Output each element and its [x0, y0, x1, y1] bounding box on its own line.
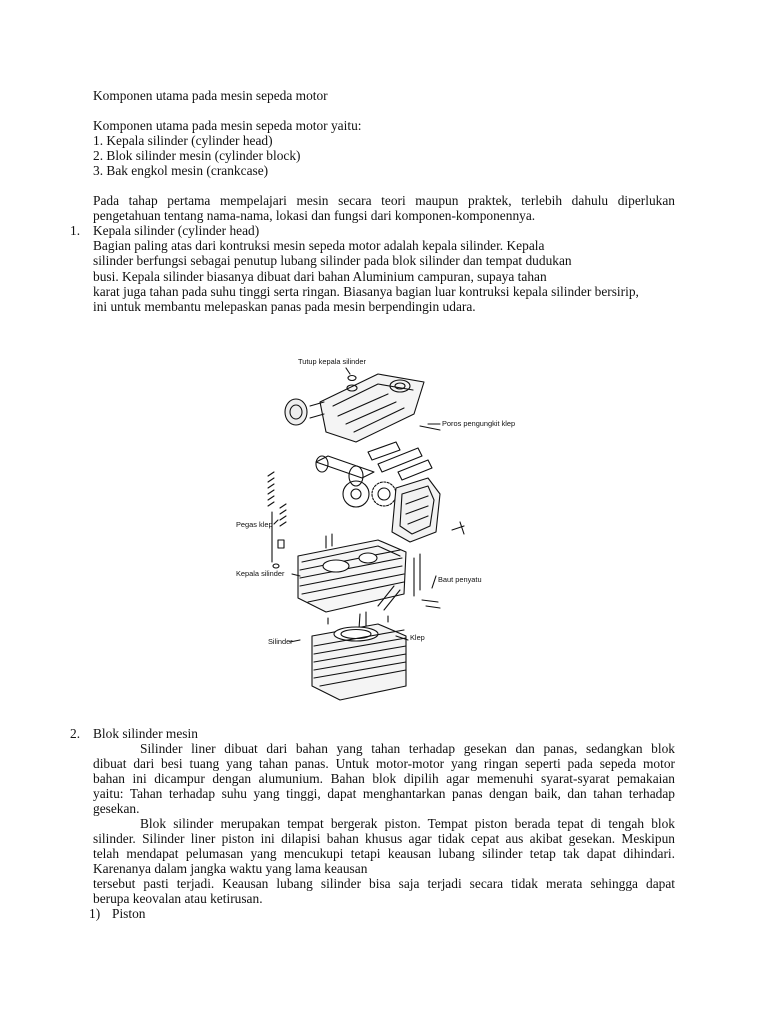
- label-silinder: Silinder: [268, 637, 293, 646]
- intro-item-1: 1. Kepala silinder (cylinder head): [93, 133, 273, 148]
- label-kepala-silinder: Kepala silinder: [236, 569, 285, 578]
- label-poros-pengungkit-klep: Poros pengungkit klep: [442, 419, 516, 428]
- section2-p2-line-4: Karenanya dalam jangka waktu yang lama keausan: [93, 861, 368, 876]
- intro-item-3: 3. Bak engkol mesin (crankcase): [93, 163, 269, 178]
- engine-exploded-diagram: [228, 344, 518, 706]
- section2-p1-line-2: dibuat dari besi tuang yang tahan panas. Untuk motor-motor yang ringan seperti pada sepeda motor: [93, 756, 675, 771]
- label-pegas-klep: Pegas klep: [236, 520, 273, 529]
- section1-line-3: busi. Kepala silinder biasanya dibuat dari bahan Aluminium campuran, supaya tahan: [93, 269, 547, 284]
- section2-p2-line-2: silinder. Silinder liner piston ini dilapisi bahan khusus agar tidak cepat aus akibat gesekan. Meskipun: [93, 831, 675, 846]
- section2-p2-line-6: berupa keovalan atau ketirusan.: [93, 891, 263, 906]
- document-title: Komponen utama pada mesin sepeda motor: [93, 88, 328, 103]
- label-tutup-kepala-silinder: Tutup kepala silinder: [298, 357, 366, 366]
- section2-number: 2.: [70, 726, 81, 741]
- section1-number: 1.: [70, 223, 81, 238]
- section2-p2-line-3: telah mendapat pelumasan yang mencukupi tetapi keausan lubang silinder tetap tak dapat dihindari.: [93, 846, 675, 861]
- section1-line-2: silinder berfungsi sebagai penutup lubang silinder pada blok silinder dan tempat dudukan: [93, 253, 572, 268]
- subitem-piston: Piston: [112, 906, 146, 921]
- section2-p1-line-5: gesekan.: [93, 801, 140, 816]
- section2-p1-line-1: Silinder liner dibuat dari bahan yang tahan terhadap gesekan dan panas, sedangkan blok: [140, 741, 675, 756]
- section2-p2-line-1: Blok silinder merupakan tempat bergerak piston. Tempat piston berada tepat di tengah blok: [140, 816, 675, 831]
- section2-p2-line-5: tersebut pasti terjadi. Keausan lubang silinder bisa saja terjadi secara tidak merata sehingga dapat: [93, 876, 675, 891]
- section2-p1-line-4: yaitu: Tahan terhadap suhu yang tinggi, dapat menghantarkan panas dengan baik, dan tahan terhadap: [93, 786, 675, 801]
- intro-item-2: 2. Blok silinder mesin (cylinder block): [93, 148, 301, 163]
- engine-diagram-svg: [228, 344, 518, 706]
- section1-line-4: karat juga tahan pada suhu tinggi serta ringan. Biasanya bagian luar kontruksi kepala silinder bersirip,: [93, 284, 639, 299]
- paragraph1-line1: Pada tahap pertama mempelajari mesin secara teori maupun praktek, terlebih dahulu diperlukan: [93, 193, 675, 208]
- subitem-number: 1): [89, 906, 101, 921]
- section1-line-1: Bagian paling atas dari kontruksi mesin sepeda motor adalah kepala silinder. Kepala: [93, 238, 545, 253]
- section1-line-5: ini untuk membantu melepaskan panas pada mesin berpendingin udara.: [93, 299, 476, 314]
- label-baut-penyatu: Baut penyatu: [438, 575, 482, 584]
- label-klep: Klep: [410, 633, 425, 642]
- section2-heading: Blok silinder mesin: [93, 726, 198, 741]
- intro-lead: Komponen utama pada mesin sepeda motor yaitu:: [93, 118, 362, 133]
- paragraph1-line2: pengetahuan tentang nama-nama, lokasi dan fungsi dari komponen-komponennya.: [93, 208, 536, 223]
- section1-heading: Kepala silinder (cylinder head): [93, 223, 260, 238]
- section2-p1-line-3: bahan ini dicampur dengan alumunium. Bahan blok dipilih agar memenuhi syarat-syarat pemakaian: [93, 771, 675, 786]
